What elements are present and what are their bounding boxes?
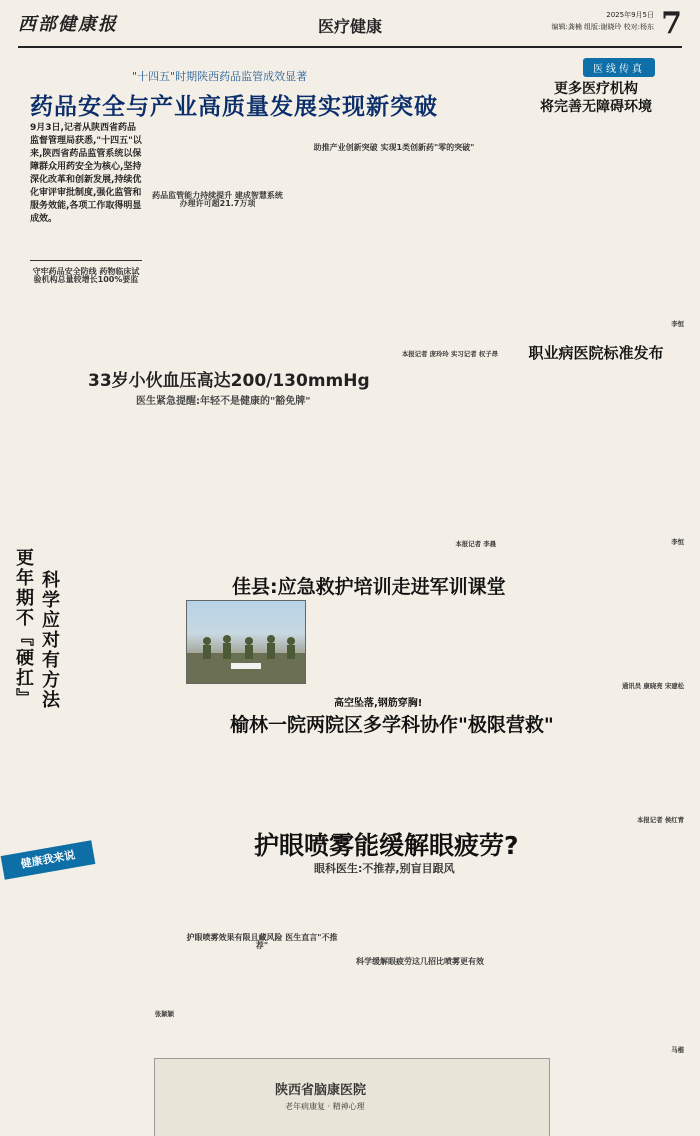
ad-title: 陕西省脑康医院 (275, 1083, 367, 1098)
section-name: 医疗健康 (318, 17, 383, 36)
a6-heading-2: 科学缓解眼疲劳这几招比喷雾更有效 (356, 957, 484, 966)
sidebar-title-2: 职业病医院标准发布 (528, 344, 664, 362)
a2-subtitle: 医生紧急提醒:年轻不是健康的"豁免牌" (136, 396, 311, 407)
a4-byline: 通讯员 康晓亮 宋建松 (622, 681, 684, 690)
sidebar-byline-2: 李恒 (671, 537, 684, 546)
a6-heading-1: 护眼喷雾效果有限且藏风险 医生直言"不推荐" (186, 933, 338, 951)
a6-col-2 (344, 878, 496, 1054)
a3-col-top (62, 556, 174, 660)
lead-kicker: "十四五"时期陕西药品监管成效显著 (132, 70, 308, 83)
a3-vert-title-1: 更年期不『硬扛』 (13, 548, 34, 708)
a5-body (186, 738, 684, 824)
ad-line: 老年病康复 · 精神心理 (285, 1102, 365, 1111)
lead-summary (30, 122, 142, 261)
a3-col-main (30, 664, 174, 1018)
lead-col-2 (150, 122, 285, 358)
a5-title: 榆林一院两院区多学科协作"极限营救" (230, 714, 554, 736)
training-scene-icon (187, 601, 305, 683)
sidebar-byline-1: 李恒 (671, 319, 684, 328)
health-talk-banner: 健康我来说 (1, 840, 96, 880)
a5-byline: 本报记者 侯红青 (637, 815, 684, 824)
a5-kicker: 高空坠落,钢筋穿胸! (334, 698, 423, 709)
sidebar-title-1: 更多医疗机构 (554, 81, 638, 97)
a6-byline: 马楷 (671, 1045, 684, 1054)
a4-photo (186, 600, 306, 684)
sidebar-tag: 医线传真 (583, 58, 655, 77)
sidebar-title-1b: 将完善无障碍环境 (540, 99, 652, 115)
sidebar-col-2 (508, 370, 684, 546)
bottom-advertisement (154, 1058, 550, 1136)
date-line: 2025年9月5日 (606, 11, 654, 19)
lead-col-3 (290, 122, 498, 358)
paper-name: 西部健康报 (18, 14, 118, 35)
page-number: 7 (661, 6, 682, 41)
lead-heading-3: 助推产业创新突破 实现1类创新药"零的突破" (313, 143, 475, 152)
a2-body (30, 412, 496, 548)
a4-title: 佳县:应急救护培训走进军训课堂 (232, 576, 506, 598)
lead-col-1 (30, 264, 142, 360)
sidebar-col-1 (508, 118, 684, 328)
lead-heading-1: 守牢药品安全防线 药物临床试验机构总量较增长100%要监 (32, 267, 140, 285)
header-rule (18, 46, 682, 48)
a6-col-3 (502, 878, 684, 1054)
a6-subtitle: 眼科医生:不推荐,别盲目跟风 (314, 862, 455, 875)
a3-vert-title-2: 科学应对有方法 (39, 570, 60, 710)
a4-col-2 (508, 600, 684, 690)
lead-byline: 本报记者 庞玲玲 实习记者 权子昂 (401, 349, 498, 358)
editor-line: 编辑:龚楠 组版:谢晓玲 校对:杨东 (551, 23, 654, 31)
a2-title: 33岁小伙血压高达200/130mmHg (88, 371, 370, 391)
lead-title: 药品安全与产业高质量发展实现新突破 (30, 94, 438, 120)
a6-col-1 (186, 878, 338, 1054)
a6-title: 护眼喷雾能缓解眼疲劳? (254, 831, 519, 860)
a4-col-1 (310, 600, 500, 682)
masthead (18, 6, 682, 46)
a2-byline: 本报记者 李晨 (455, 539, 496, 548)
lead-heading-2: 药品监管能力持续提升 建成智慧系统办理许可超21.7万项 (152, 191, 283, 209)
lead-summary-text: 9月3日,记者从陕西省药品监督管理局获悉,"十四五"以来,陕西省药品监管系统以保障群众用药安全为核心,坚持深化改革和创新发展,持续优化审评审批制度,强化监管和服务效能,各项工作取得明显成效。 (30, 123, 142, 224)
a3-byline: 张颖颖 (154, 1009, 174, 1018)
